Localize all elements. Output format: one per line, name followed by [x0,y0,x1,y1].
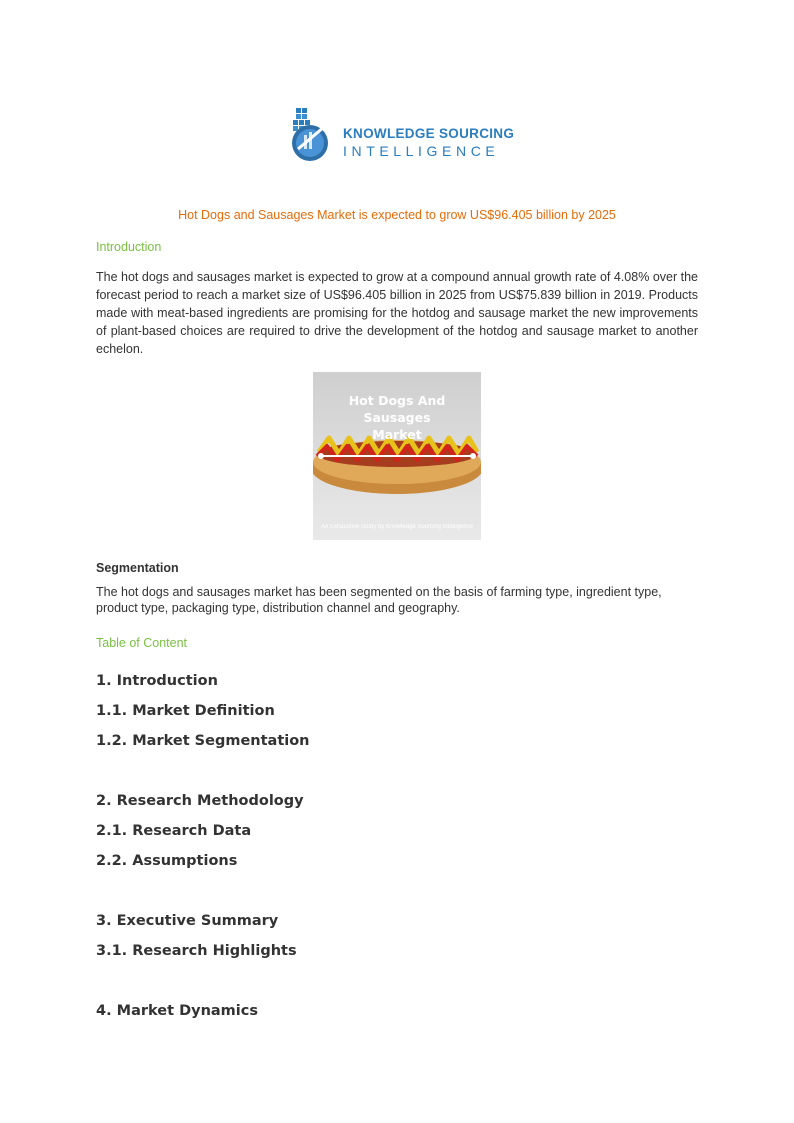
toc-item[interactable]: 3. Executive Summary [96,913,279,929]
toc-item[interactable]: 1.1. Market Definition [96,703,275,719]
toc-item[interactable]: 2.2. Assumptions [96,853,238,869]
logo-text-line1: KNOWLEDGE SOURCING [343,126,515,141]
toc-item[interactable]: 1.2. Market Segmentation [96,733,310,749]
introduction-text: The hot dogs and sausages market is expected to grow at a compound annual growth rate of 4.08% over the forecast period to reach a market size of US$96.405 billion in 2025 from US$75.839 billion in 2019. Products made with meat-based ingredients are promising for the hotdog and sausage market the new improvements of plant-based choices are required to drive the development of the hotdog and sausage market to another echelon. [96,270,698,356]
toc-item[interactable]: 2. Research Methodology [96,793,304,809]
cover-title [313,392,481,443]
report-headline: Hot Dogs and Sausages Market is expected to grow US$96.405 billion by 2025 [178,208,616,222]
segmentation-text: The hot dogs and sausages market has been segmented on the basis of farming type, ingredient type, product type, packaging type, distribution channel and geography. [96,585,662,615]
logo-text-line2: INTELLIGENCE [343,143,500,159]
market-cover-image [313,372,481,540]
segmentation-heading: Segmentation [96,561,179,575]
introduction-heading: Introduction [96,240,162,254]
cover-title-line1: Hot Dogs And Sausages [348,393,446,425]
toc-item[interactable]: 2.1. Research Data [96,823,252,839]
cover-title-line2: Market [372,427,422,442]
toc-item[interactable]: 3.1. Research Highlights [96,943,297,959]
toc-item[interactable]: 4. Market Dynamics [96,1003,258,1019]
toc-heading: Table of Content [96,636,188,650]
toc-item[interactable]: 1. Introduction [96,673,218,689]
cover-caption: An Exhaustive Study by Knowledge Sourcing Intelligence [320,524,474,530]
